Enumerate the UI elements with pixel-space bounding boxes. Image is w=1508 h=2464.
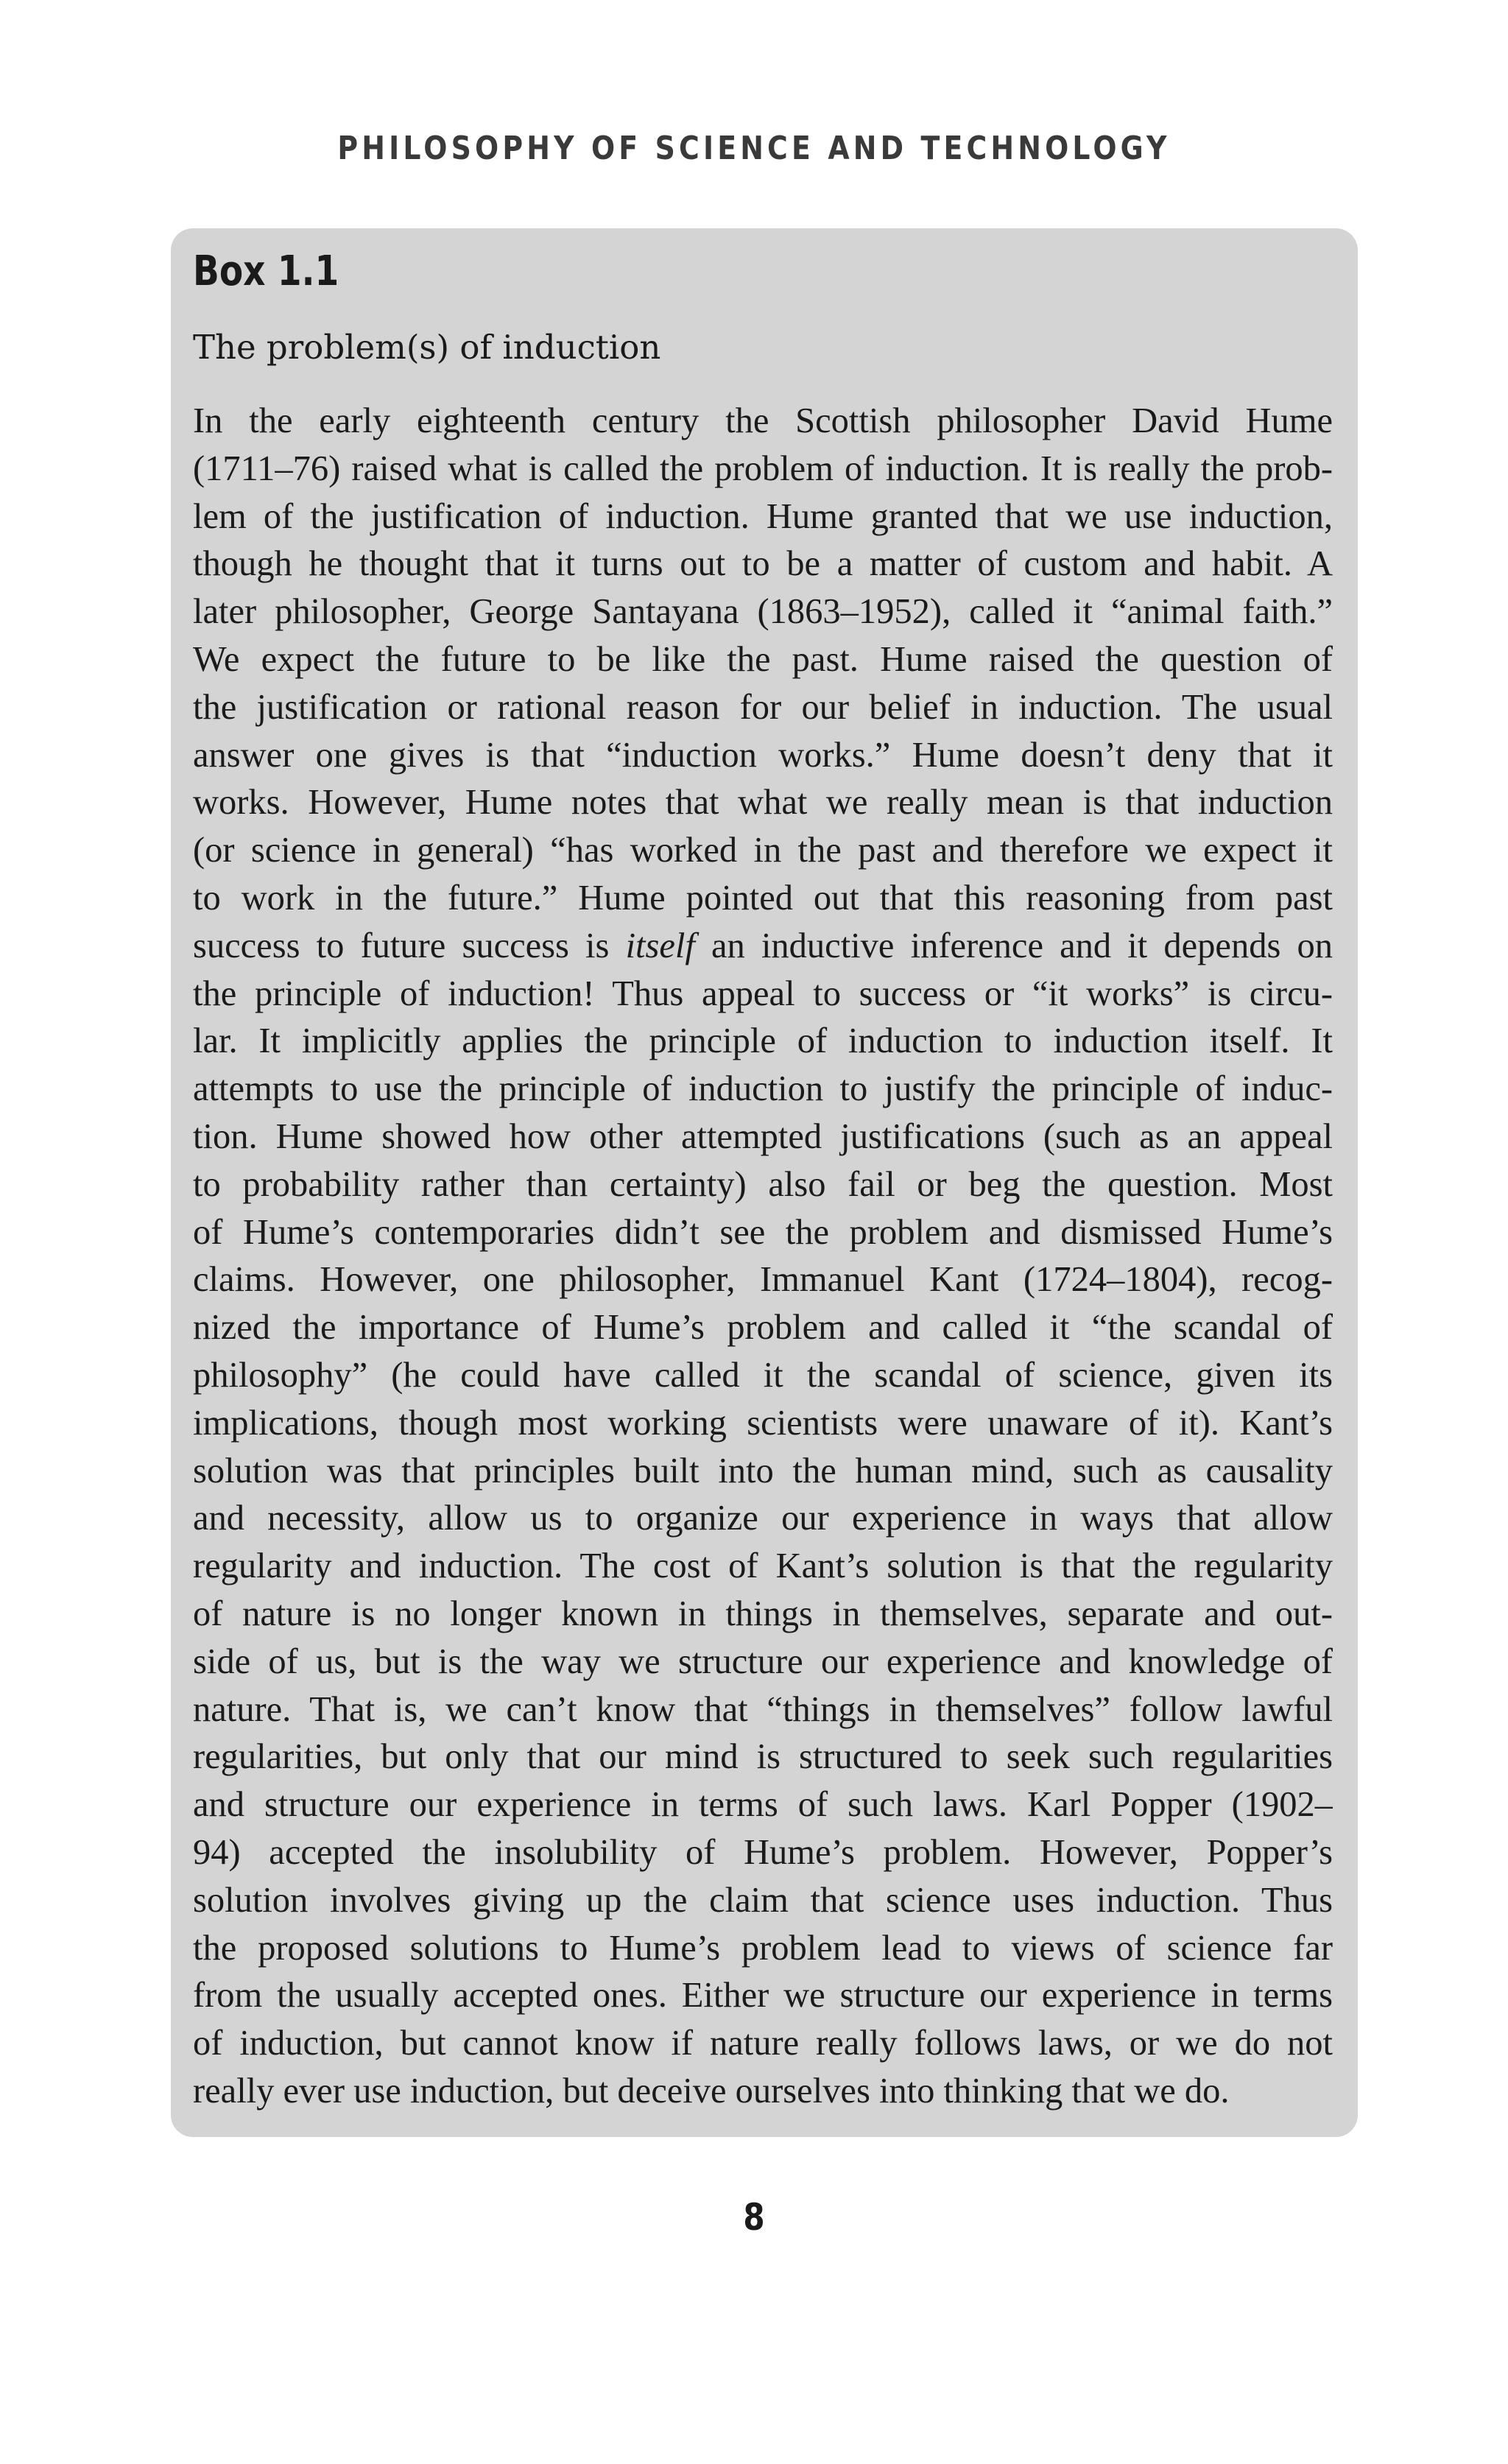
body-line: regularity and induction. The cost of Kant’s solution is that the regularity [193, 1546, 1333, 1586]
body-line: and necessity, allow us to organize our experience in ways that allow [193, 1499, 1333, 1538]
body-line: (or science in general) “has worked in the past and therefore we expect it [193, 831, 1333, 870]
box-body [193, 398, 1333, 2113]
body-line: though he thought that it turns out to be a matter of custom and habit. A [193, 544, 1333, 584]
body-line: side of us, but is the way we structure our experience and knowledge of [193, 1641, 1333, 1681]
box-label: Box 1.1 [193, 247, 339, 295]
body-line: philosophy” (he could have called it the scandal of science, given its [193, 1355, 1333, 1395]
body-line: lar. It implicitly applies the principle of induction to induction itself. It [193, 1021, 1333, 1061]
body-line: 94) accepted the insolubility of Hume’s problem. However, Popper’s [193, 1832, 1333, 1872]
body-line: We expect the future to be like the past. Hume raised the question of [193, 639, 1333, 679]
body-line: to work in the future.” Hume pointed out that this reasoning from past [193, 878, 1333, 918]
body-line: solution involves giving up the claim that science uses induction. Thus [193, 1880, 1333, 1920]
text-box [171, 228, 1358, 2137]
page-number: 8 [743, 2196, 765, 2239]
body-line: lem of the justification of induction. Hume granted that we use induction, [193, 496, 1333, 536]
body-line: of induction, but cannot know if nature really follows laws, or we do not [193, 2024, 1333, 2063]
body-line: of Hume’s contemporaries didn’t see the problem and dismissed Hume’s [193, 1212, 1333, 1252]
body-line: the proposed solutions to Hume’s problem lead to views of science far [193, 1928, 1333, 1968]
body-line: solution was that principles built into the human mind, such as causality [193, 1451, 1333, 1490]
body-line: really ever use induction, but deceive ourselves into thinking that we do. [193, 2071, 1230, 2111]
body-line: of nature is no longer known in things in themselves, separate and out- [193, 1594, 1333, 1633]
body-line: works. However, Hume notes that what we really mean is that induction [193, 783, 1333, 823]
body-line: from the usually accepted ones. Either we structure our experience in terms [193, 1976, 1333, 2016]
body-line: the justification or rational reason for our belief in induction. The usual [193, 687, 1333, 727]
body-line: later philosopher, George Santayana (1863–1952), called it “animal faith.” [193, 592, 1333, 632]
body-line: (1711–76) raised what is called the problem of induction. It is really the prob- [193, 448, 1333, 488]
body-line: answer one gives is that “induction works.” Hume doesn’t deny that it [193, 735, 1333, 775]
body-line: nized the importance of Hume’s problem and called it “the scandal of [193, 1308, 1333, 1348]
body-line: claims. However, one philosopher, Immanuel Kant (1724–1804), recog- [193, 1260, 1333, 1300]
body-line: the principle of induction! Thus appeal to success or “it works” is circu- [193, 974, 1333, 1013]
body-line: In the early eighteenth century the Scottish philosopher David Hume [193, 401, 1333, 440]
box-title: The problem(s) of induction [193, 328, 661, 367]
body-line: implications, though most working scientists were unaware of it). Kant’s [193, 1403, 1333, 1443]
body-line: tion. Hume showed how other attempted justifications (such as an appeal [193, 1116, 1333, 1156]
body-line: attempts to use the principle of induction to justify the principle of induc- [193, 1069, 1333, 1109]
body-line: nature. That is, we can’t know that “things in themselves” follow lawful [193, 1689, 1333, 1729]
body-line: and structure our experience in terms of such laws. Karl Popper (1902– [193, 1785, 1333, 1825]
running-head: PHILOSOPHY OF SCIENCE AND TECHNOLOGY [337, 130, 1171, 167]
body-line: regularities, but only that our mind is structured to seek such regularities [193, 1737, 1333, 1777]
body-line: to probability rather than certainty) also fail or beg the question. Most [193, 1164, 1333, 1204]
body-line: success to future success is itself an inductive inference and it depends on [193, 926, 1333, 965]
